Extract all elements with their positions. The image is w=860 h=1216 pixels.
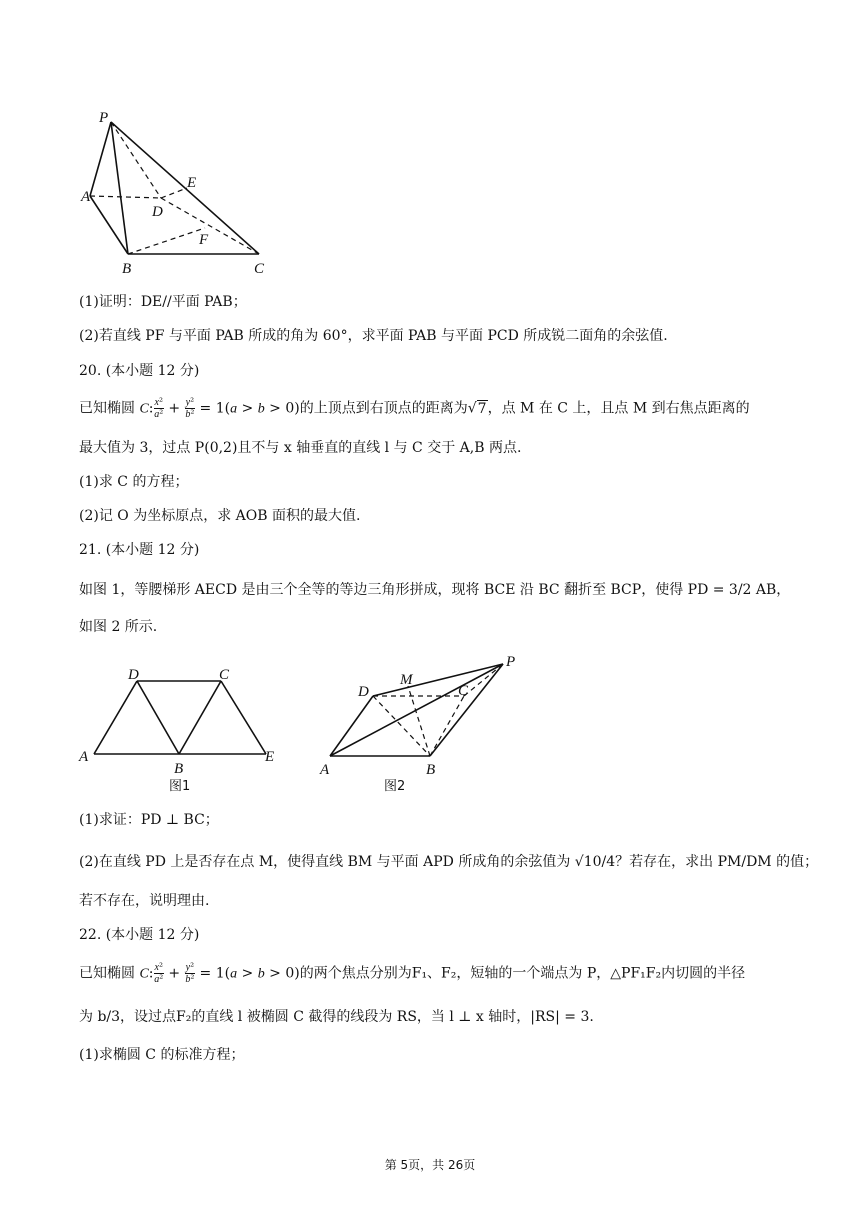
fig1-label-B: B: [174, 761, 184, 777]
label-B: B: [122, 261, 132, 277]
q22-stem-line1: 已知椭圆 C: $\frac{\text{x²}}{\text{a²}}$ + $\frac{\text{y²}}{\text{b²}}$ = 1(a > b > 0)的两个焦点分别为F₁、F₂，短轴的一个端点为 P，△PF₁F₂内切圆的半径: [79, 962, 746, 985]
q21-part1: (1)求证：PD ⊥ BC；: [79, 812, 219, 828]
fig2-caption: 图2: [384, 779, 406, 792]
q21-part2: (2)在直线 PD 上是否存在点 M，使得直线 BM 与平面 APD 所成角的余弦值为 √10/4？若存在，求出 PM/DM 的值；: [79, 854, 819, 870]
fig1-label-E: E: [265, 749, 275, 765]
label-A: A: [81, 189, 91, 205]
q20-stem-b: ，点 M 在 C 上，且点 M 到右焦点距离的: [487, 400, 750, 417]
q22-header: 22. (本小题 12 分): [79, 927, 200, 943]
q20-header: 20. (本小题 12 分): [79, 363, 200, 379]
q20-part1: (1)求 C 的方程；: [79, 474, 189, 490]
q19-part2: (2)若直线 PF 与平面 PAB 所成的角为 60°，求平面 PAB 与平面 PCD 所成锐二面角的余弦值.: [79, 328, 668, 344]
q20-stem-line2: 最大值为 3，过点 P(0,2)且不与 x 轴垂直的直线 l 与 C 交于 A,B 两点.: [79, 440, 522, 456]
fig1-caption: 图1: [169, 779, 191, 792]
q21-header: 21. (本小题 12 分): [79, 542, 200, 558]
fig2-label-A: A: [320, 762, 330, 778]
q22-stem-a: 的两个焦点分别为F₁、F₂，短轴的一个端点为 P，△PF₁F₂内切圆的半径: [299, 965, 746, 982]
figure-1: [76, 662, 286, 792]
label-P: P: [99, 110, 109, 126]
q19-part1: (1)证明：DE//平面 PAB；: [79, 294, 247, 310]
fig2-label-M: M: [400, 672, 413, 688]
q20-stem-a: 的上顶点到右顶点的距离为: [299, 400, 468, 417]
fig1-label-D: D: [128, 667, 139, 683]
figure-2: [316, 652, 536, 792]
q21-part2-line2: 若不存在，说明理由.: [79, 893, 210, 909]
pyramid-figure: [78, 108, 278, 278]
label-F: F: [199, 232, 209, 248]
label-E: E: [187, 175, 197, 191]
q22-stem-line2: 为 b/3，设过点F₂的直线 l 被椭圆 C 截得的线段为 RS，当 l ⊥ x 轴时，|RS| = 3.: [79, 1009, 594, 1025]
fig2-label-D: D: [358, 684, 369, 700]
q21-stem-line2: 如图 2 所示.: [79, 619, 158, 635]
label-D: D: [152, 204, 163, 220]
q20-stem-line1: 已知椭圆 C: $\frac{\text{x²}}{\text{a²}}$ + $\frac{\text{y²}}{\text{b²}}$ = 1(a > b > 0)的上顶点到右顶点的距离为√7，点 M 在 C 上，且点 M 到右焦点距离的: [79, 397, 750, 420]
fig1-label-C: C: [219, 667, 230, 683]
fig2-label-P: P: [506, 654, 516, 670]
fig2-label-B: B: [426, 762, 436, 778]
q22-part1: (1)求椭圆 C 的标准方程；: [79, 1047, 245, 1063]
label-C: C: [254, 261, 265, 277]
page-footer: 第 5页，共 26页: [384, 1158, 476, 1172]
q21-stem-line1: 如图 1，等腰梯形 AECD 是由三个全等的等边三角形拼成，现将 BCE 沿 BC 翻折至 BCP，使得 PD = 3/2 AB，: [79, 582, 791, 598]
q20-part2: (2)记 O 为坐标原点，求 AOB 面积的最大值.: [79, 508, 361, 524]
fig1-label-A: A: [79, 749, 89, 765]
fig2-label-C: C: [458, 683, 469, 699]
